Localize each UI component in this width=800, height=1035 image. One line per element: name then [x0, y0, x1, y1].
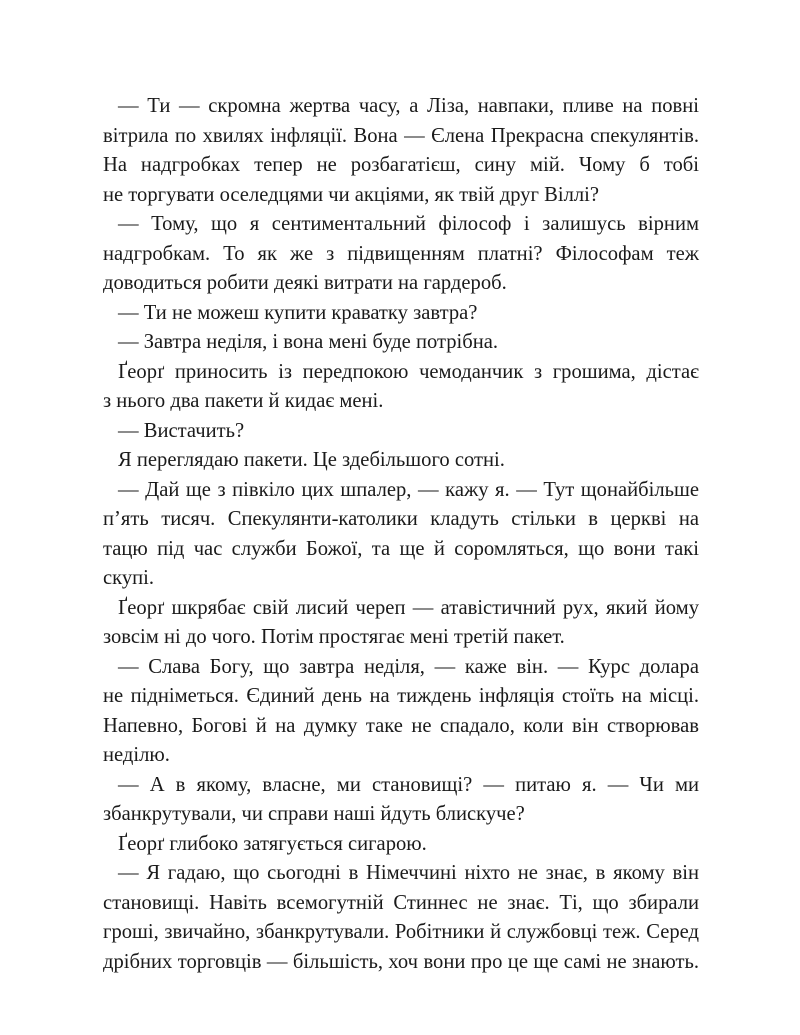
text-line: зовсім ні до чого. Потім простягає мені третій пакет.	[103, 626, 565, 648]
paragraph	[103, 446, 699, 476]
text-line: — Завтра неділя, і вона мені буде потрібна.	[118, 331, 499, 353]
paragraph	[103, 417, 699, 447]
text-line: — Слава Богу, що завтра неділя, — каже він. — Курс долара	[118, 655, 699, 678]
text-line: не підніметься. Єдиний день на тиждень інфляція стоїть на місці.	[103, 685, 699, 707]
paragraph	[103, 830, 699, 860]
text-line: — Ти не можеш купити краватку завтра?	[118, 301, 478, 324]
text-line: надгробкам. То як же з підвищенням платні? Філософам теж	[103, 242, 699, 265]
paragraph	[103, 92, 699, 210]
text-line: гроші, звичайно, збанкрутували. Робітники й службовці теж. Серед	[103, 921, 699, 943]
text-line: становищі. Навіть всемогутній Стиннес не знає. Ті, що збирали	[103, 891, 699, 914]
text-line: Напевно, Богові й на думку таке не спадало, коли він створював	[103, 714, 699, 737]
text-line: На надгробках тепер не розбагатієш, сину мій. Чому б тобі	[103, 154, 699, 176]
text-line: Ґеорґ глибоко затягується сигарою.	[118, 832, 427, 855]
text-line: тацю під час служби Божої, та ще й соромляться, що вони такі	[103, 537, 699, 560]
text-line: вітрила по хвилях інфляції. Вона — Єлена Прекрасна спекулянтів.	[103, 124, 699, 147]
paragraph	[103, 299, 699, 329]
paragraph	[103, 653, 699, 771]
text-line: п’ять тисяч. Спекулянти-католики кладуть стільки в церкві на	[103, 508, 699, 530]
text-line: з нього два пакети й кидає мені.	[103, 390, 384, 412]
paragraph	[103, 859, 699, 977]
text-line: — Дай ще з півкіло цих шпалер, — кажу я. — Тут щонайбільше	[118, 478, 699, 501]
text-line: — А в якому, власне, ми становищі? — питаю я. — Чи ми	[118, 773, 699, 796]
text-line: — Тому, що я сентиментальний філософ і залишусь вірним	[118, 213, 699, 235]
paragraph	[103, 328, 699, 358]
text-line: збанкрутували, чи справи наші йдуть блискуче?	[103, 803, 525, 825]
text-line: Ґеорґ шкрябає свій лисий череп — атавістичний рух, який йому	[118, 596, 699, 619]
text-line: не торгувати оселедцями чи акціями, як твій друг Віллі?	[103, 183, 600, 206]
paragraph	[103, 476, 699, 594]
text-line: Я переглядаю пакети. Це здебільшого сотні.	[118, 449, 505, 471]
text-line: неділю.	[103, 744, 170, 766]
paragraph	[103, 210, 699, 299]
text-line: — Вистачить?	[118, 419, 245, 442]
text-line: скупі.	[103, 567, 155, 589]
text-line: — Я гадаю, що сьогодні в Німеччині ніхто не знає, в якому він	[118, 862, 699, 884]
text-line: Ґеорґ приносить із передпокою чемоданчик з грошима, дістає	[118, 360, 699, 383]
paragraph	[103, 358, 699, 417]
text-line: — Ти — скромна жертва часу, а Ліза, навпаки, пливе на повні	[118, 95, 699, 117]
text-line: дрібних торговців — більшість, хоч вони про це ще самі не знають.	[103, 950, 699, 973]
text-line: доводиться робити деякі витрати на гардероб.	[103, 272, 507, 294]
book-page	[103, 92, 699, 977]
paragraph	[103, 771, 699, 830]
paragraph	[103, 594, 699, 653]
